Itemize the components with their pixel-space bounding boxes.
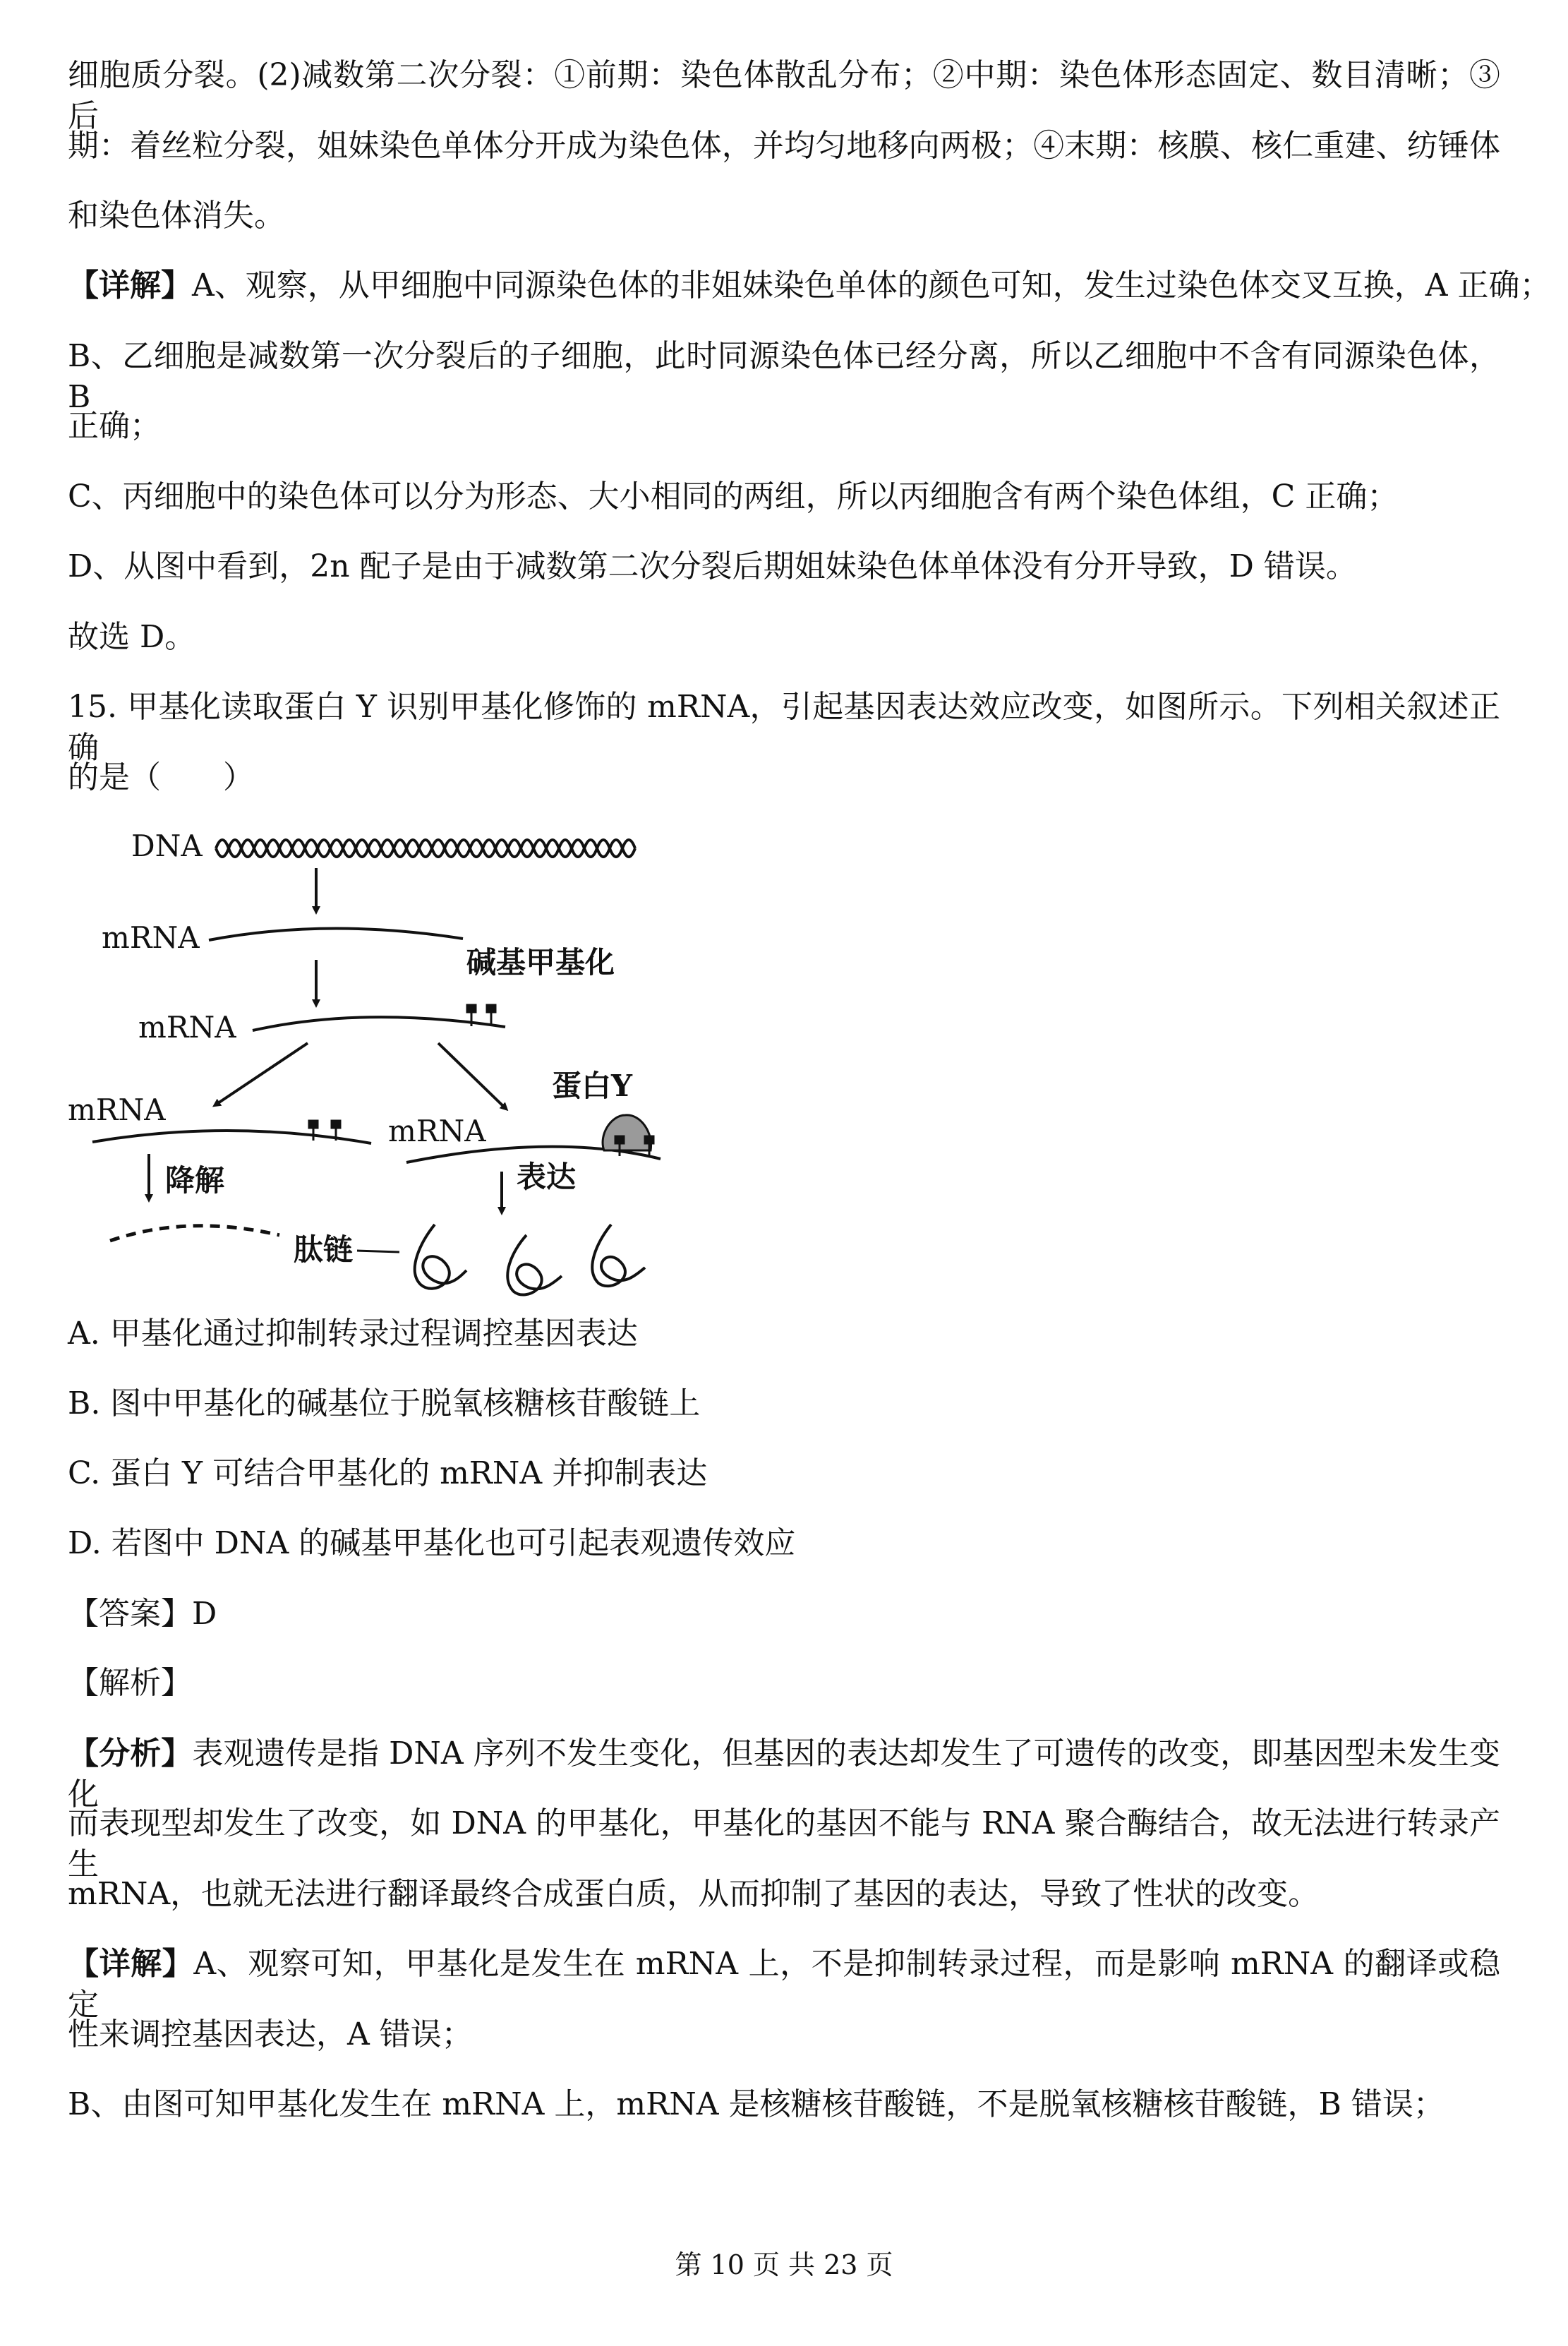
text-line: B、乙细胞是减数第一次分裂后的子细胞，此时同源染色体已经分离，所以乙细胞中不含有同源染色体，B	[68, 338, 1500, 415]
analysis-line: mRNA，也就无法进行翻译最终合成蛋白质，从而抑制了基因的表达，导致了性状的改变。	[68, 1876, 1320, 1912]
text-line: 细胞质分裂。(2)减数第二次分裂：①前期：染色体散乱分布；②中期：染色体形态固定、数目清晰；③后	[68, 57, 1500, 134]
option-d: D. 若图中 DNA 的碱基甲基化也可引起表观遗传效应	[68, 1525, 796, 1561]
peptide-chains	[415, 1225, 645, 1295]
detail-line	[68, 1944, 1500, 2026]
text-line: D、从图中看到，2n 配子是由于减数第二次分裂后期姐妹染色体单体没有分开导致，D 错误。	[68, 548, 1357, 584]
methylation-label: 碱基甲基化	[466, 945, 615, 980]
degraded-fragments	[110, 1226, 279, 1241]
text-line: 正确；	[68, 408, 161, 444]
option-b: B. 图中甲基化的碱基位于脱氧核糖核苷酸链上	[68, 1385, 701, 1421]
detail-line: 性来调控基因表达，A 错误；	[68, 2016, 473, 2052]
section-label-detail: 【详解】	[68, 267, 192, 303]
option-c: C. 蛋白 Y 可结合甲基化的 mRNA 并抑制表达	[68, 1455, 708, 1491]
methylation-figure	[68, 819, 703, 1313]
analysis-line: 而表现型却发生了改变，如 DNA 的甲基化，甲基化的基因不能与 RNA 聚合酶结合，故无法进行转录产生	[68, 1805, 1500, 1882]
protein-y-label: 蛋白Y	[552, 1069, 632, 1103]
dna-label: DNA	[131, 829, 203, 863]
mrna-label-4: mRNA	[388, 1114, 486, 1148]
text-line: C、丙细胞中的染色体可以分为形态、大小相同的两组，所以丙细胞含有两个染色体组，C 正确；	[68, 479, 1399, 515]
answer-line: 【答案】D	[68, 1596, 217, 1632]
page-footer: 第 10 页 共 23 页	[675, 2249, 893, 2280]
text-line: 故选 D。	[68, 619, 196, 655]
mrna-strand-3	[92, 1131, 371, 1143]
text-span: A、观察，从甲细胞中同源染色体的非姐妹染色单体的颜色可知，发生过染色体交叉互换，A 正确；	[192, 267, 1551, 303]
protein-y-shape	[603, 1115, 651, 1150]
mrna-label-2: mRNA	[138, 1010, 236, 1045]
mrna-strand-1	[209, 928, 463, 940]
text-line: 期：着丝粒分裂，姐妹染色单体分开成为染色体，并均匀地移向两极；④末期：核膜、核仁重建、纺锤体	[68, 128, 1500, 164]
dna-helix	[216, 840, 635, 857]
question-15-stem: 15. 甲基化读取蛋白 Y 识别甲基化修饰的 mRNA，引起基因表达效应改变，如图所示。下列相关叙述正确	[68, 689, 1500, 766]
express-label: 表达	[517, 1160, 577, 1194]
arrow-branch-right	[438, 1043, 505, 1108]
text-span: 表观遗传是指 DNA 序列不发生变化，但基因的表达却发生了可遗传的改变，即基因型未发生变化	[68, 1736, 1500, 1812]
section-label-detail: 【详解】	[68, 1946, 194, 1982]
text-line: 和染色体消失。	[68, 198, 285, 234]
degrade-label: 降解	[165, 1163, 225, 1198]
option-a: A. 甲基化通过抑制转录过程调控基因表达	[68, 1316, 638, 1352]
mrna-label-3: mRNA	[68, 1093, 166, 1127]
arrow-branch-left	[216, 1043, 308, 1105]
peptide-pointer	[357, 1251, 399, 1252]
mrna-strand-2	[253, 1017, 505, 1030]
question-15-stem: 的是（ ）	[68, 759, 254, 795]
detail-line: B、由图可知甲基化发生在 mRNA 上，mRNA 是核糖核苷酸链，不是脱氧核糖核苷酸链，B 错误；	[68, 2086, 1445, 2122]
peptide-label: 肽链	[294, 1232, 354, 1267]
mrna-label-1: mRNA	[102, 920, 200, 955]
text-span: A、观察可知，甲基化是发生在 mRNA 上，不是抑制转录过程，而是影响 mRNA 的翻译或稳定	[68, 1946, 1500, 2023]
text-line	[68, 265, 1551, 306]
analysis-title: 【解析】	[68, 1665, 192, 1701]
section-label-analysis: 【分析】	[68, 1736, 193, 1771]
